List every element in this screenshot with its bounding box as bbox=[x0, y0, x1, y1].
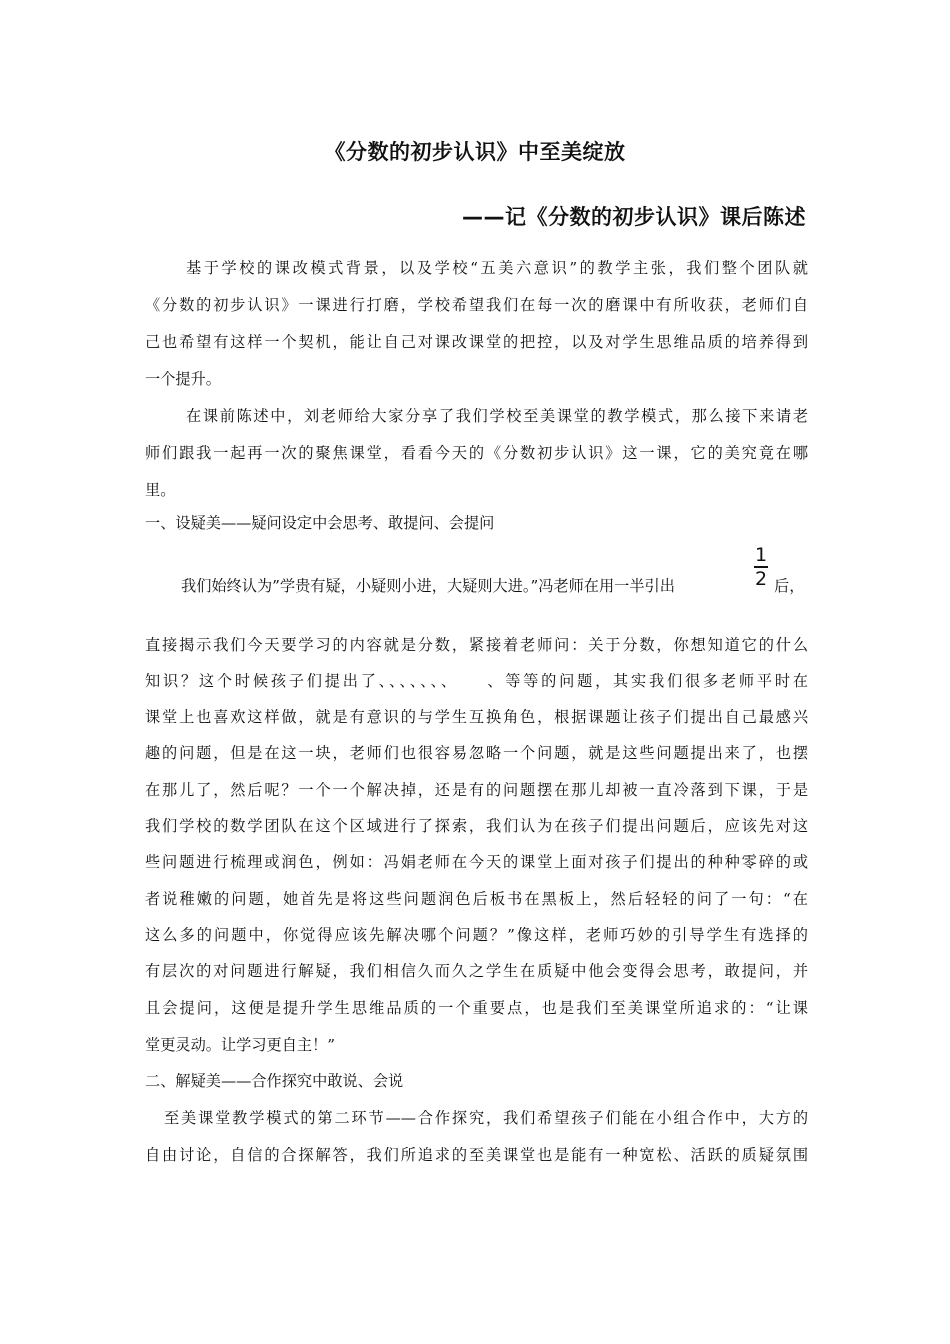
paragraph-line: 一个提升。 bbox=[145, 370, 221, 388]
document-title: 《分数的初步认识》中至美绽放 bbox=[324, 140, 626, 164]
paragraph-line: 些问题进行梳理或润色，例如：冯娟老师在今天的课堂上面对孩子们提出的种种零碎的或 bbox=[145, 853, 808, 871]
paragraph-line: 至美课堂教学模式的第二环节——合作探究，我们希望孩子们能在小组合作中，大方的 bbox=[164, 1109, 808, 1127]
section-heading: 二、解疑美——合作探究中敢说、会说 bbox=[145, 1072, 404, 1090]
paragraph-line: 有层次的对问题进行解疑，我们相信久而久之学生在质疑中他会变得会思考，敢提问，并 bbox=[145, 962, 808, 980]
paragraph-line: 我们始终认为”学贵有疑，小疑则小进，大疑则大进。”冯老师在用一半引出 bbox=[181, 577, 675, 595]
paragraph-line: 后， bbox=[774, 577, 805, 595]
paragraph-line: 我们学校的数学团队在这个区域进行了探索，我们认为在孩子们提出问题后，应该先对这 bbox=[145, 817, 808, 835]
paragraph-line: 且会提问，这便是提升学生思维品质的一个重要点，也是我们至美课堂所追求的：“让课 bbox=[145, 999, 808, 1017]
paragraph-line: 者说稚嫩的问题，她首先是将这些问题润色后板书在黑板上，然后轻轻的问了一句：“在 bbox=[145, 890, 808, 908]
paragraph-line: 师们跟我一起再一次的聚焦课堂，看看今天的《分数初步认识》这一课，它的美究竟在哪 bbox=[145, 444, 808, 462]
paragraph-line: 基于学校的课改模式背景，以及学校“五美六意识”的教学主张，我们整个团队就 bbox=[186, 259, 808, 277]
paragraph-line: 在课前陈述中，刘老师给大家分享了我们学校至美课堂的教学模式，那么接下来请老 bbox=[186, 407, 808, 425]
paragraph-line: 这么多的问题中，你觉得应该先解决哪个问题？”像这样，老师巧妙的引导学生有选择的 bbox=[145, 926, 808, 944]
section-heading: 一、设疑美——疑问设定中会思考、敢提问、会提问 bbox=[145, 514, 495, 532]
fraction-one-half bbox=[752, 545, 770, 589]
fraction-denominator: 2 bbox=[754, 567, 768, 590]
paragraph-line: 里。 bbox=[145, 481, 176, 499]
paragraph-line: 在那儿了，然后呢？一个一个解决掉，还是有的问题摆在那儿却被一直冷落到下课，于是 bbox=[145, 781, 808, 799]
paragraph-line: 己也希望有这样一个契机，能让自己对课改课堂的把控，以及对学生思维品质的培养得到 bbox=[145, 333, 808, 351]
paragraph-line: 直接揭示我们今天要学习的内容就是分数，紧接着老师问：关于分数，你想知道它的什么 bbox=[145, 636, 808, 654]
document-subtitle: ——记《分数的初步认识》课后陈述 bbox=[462, 205, 806, 229]
fraction-numerator: 1 bbox=[754, 544, 768, 566]
paragraph-line: 《分数的初步认识》一课进行打磨，学校希望我们在每一次的磨课中有所收获，老师们自 bbox=[145, 296, 808, 314]
paragraph-line: 堂更灵动。让学习更自主！” bbox=[145, 1036, 336, 1054]
paragraph-line: 知识？这个时候孩子们提出了、、、、、、、 、等等的问题，其实我们很多老师平时在 bbox=[145, 672, 808, 690]
paragraph-line: 课堂上也喜欢这样做，就是有意识的与学生互换角色，根据课题让孩子们提出自己最感兴 bbox=[145, 708, 808, 726]
paragraph-line: 趣的问题，但是在这一块，老师们也很容易忽略一个问题，就是这些问题提出来了，也摆 bbox=[145, 744, 808, 762]
paragraph-line: 自由讨论，自信的合探解答，我们所追求的至美课堂也是能有一种宽松、活跃的质疑氛围 bbox=[145, 1146, 808, 1164]
